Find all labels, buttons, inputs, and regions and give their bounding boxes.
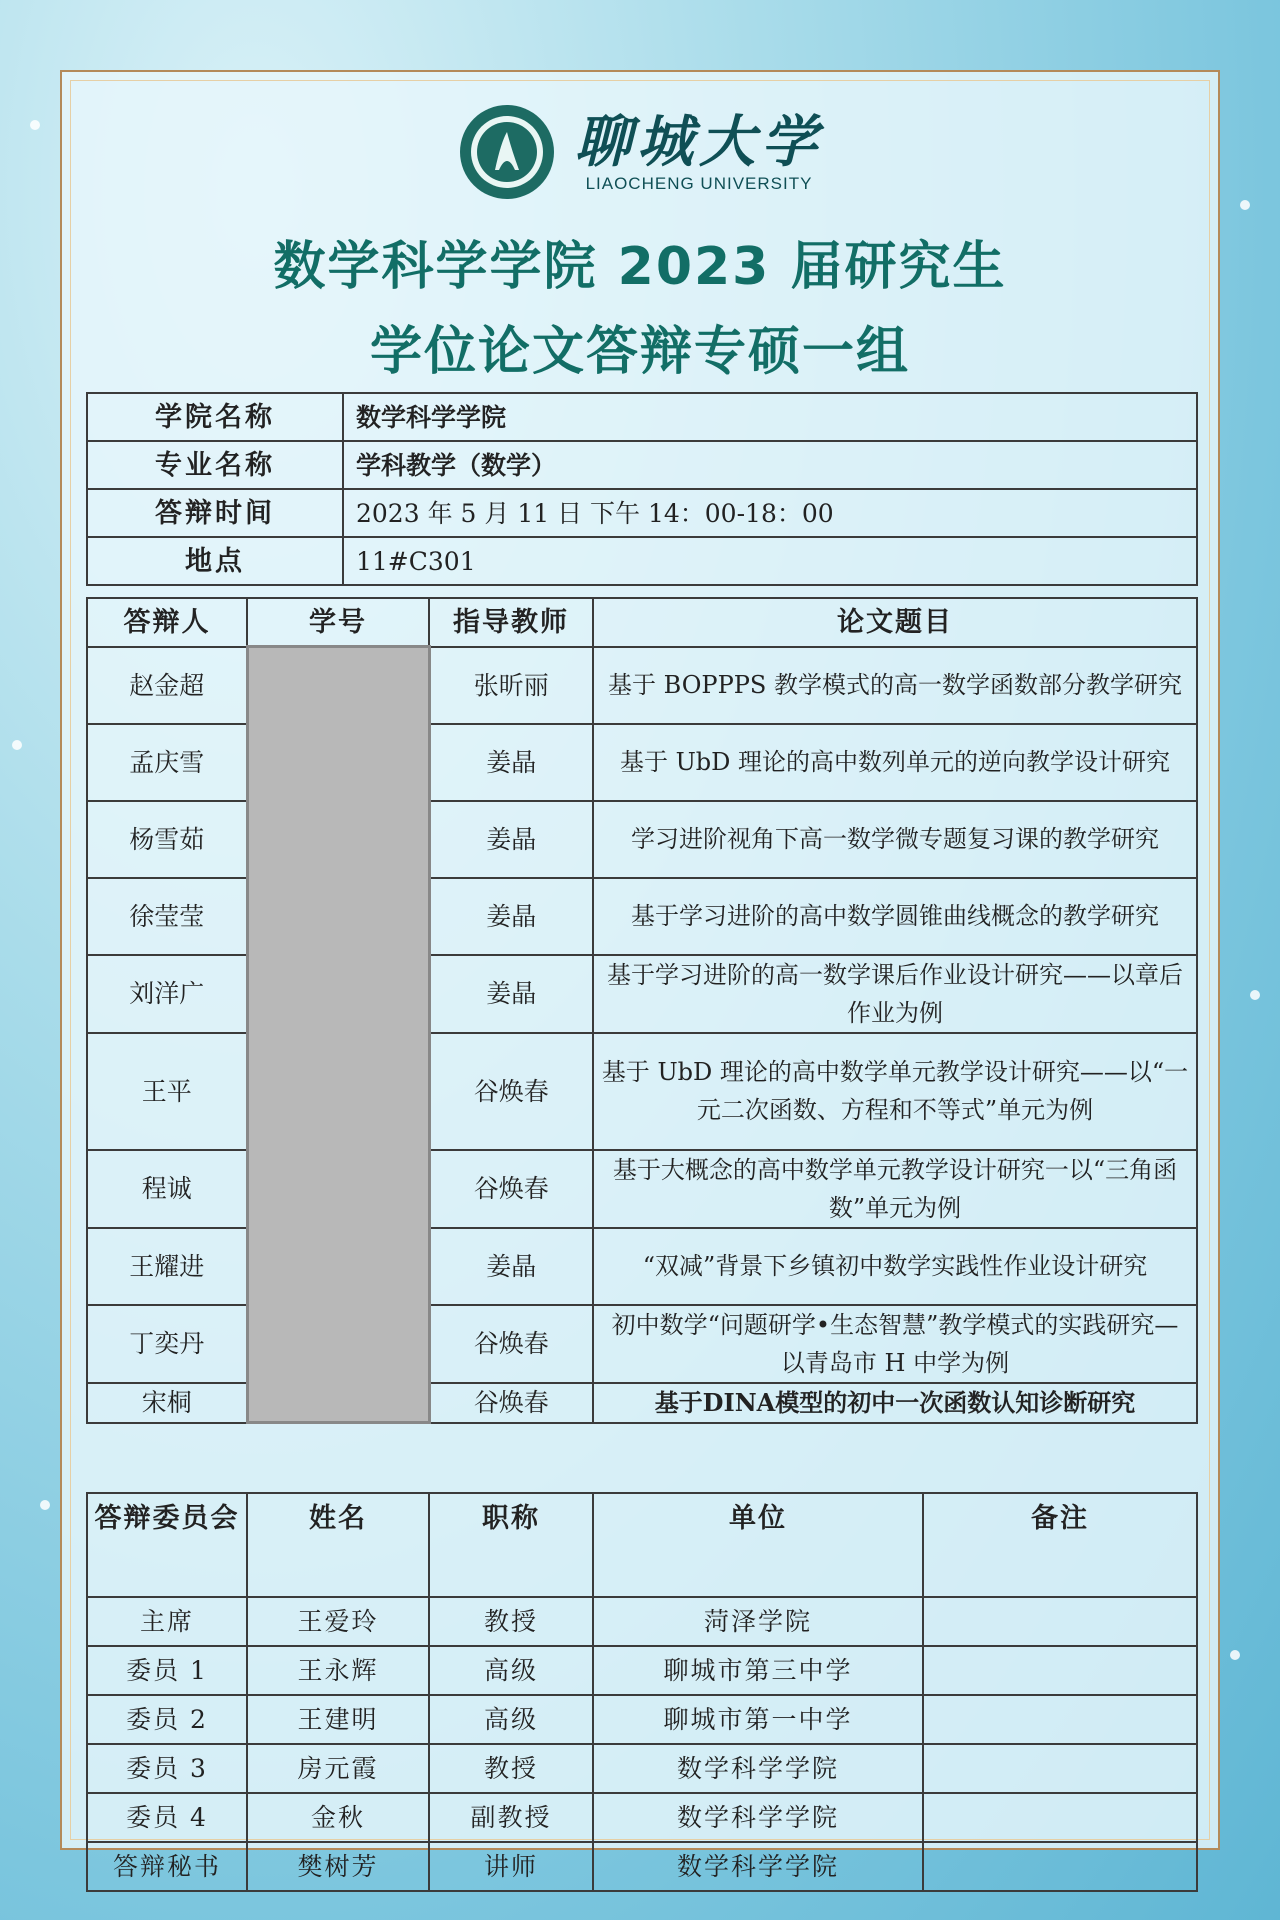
advisor-name: 谷焕春: [429, 1033, 593, 1150]
committee-note: [923, 1597, 1197, 1646]
student-name: 孟庆雪: [87, 724, 247, 801]
student-name: 宋桐: [87, 1383, 247, 1423]
committee-note: [923, 1695, 1197, 1744]
info-row: [87, 441, 1197, 489]
university-name-en: LIAOCHENG UNIVERSITY: [585, 174, 813, 193]
thesis-title: “双减”背景下乡镇初中数学实践性作业设计研究: [593, 1228, 1197, 1305]
committee-name: 王建明: [247, 1695, 429, 1744]
committee-note: [923, 1744, 1197, 1793]
advisor-name: 张昕丽: [429, 647, 593, 724]
thesis-title: 基于DINA模型的初中一次函数认知诊断研究: [593, 1383, 1197, 1423]
university-seal-icon: [457, 102, 557, 202]
committee-name: 樊树芳: [247, 1842, 429, 1891]
committee-role: 委员 4: [87, 1793, 247, 1842]
committee-note: [923, 1793, 1197, 1842]
column-header: 论文题目: [593, 598, 1197, 647]
advisor-name: 谷焕春: [429, 1383, 593, 1423]
committee-note: [923, 1842, 1197, 1891]
column-header: 单位: [593, 1493, 923, 1597]
info-value: 学科教学（数学）: [343, 441, 1197, 489]
table-row: [87, 647, 1197, 724]
committee-rank: 高级: [429, 1646, 593, 1695]
table-header-row: [87, 1493, 1197, 1597]
defense-info-table: [86, 392, 1198, 586]
committee-name: 王爱玲: [247, 1597, 429, 1646]
column-header: 学号: [247, 598, 429, 647]
committee-unit: 数学科学学院: [593, 1842, 923, 1891]
committee-role: 委员 3: [87, 1744, 247, 1793]
column-header: 答辩委员会: [87, 1493, 247, 1597]
student-name: 程诚: [87, 1150, 247, 1228]
thesis-title: 初中数学“问题研学•生态智慧”教学模式的实践研究—以青岛市 H 中学为例: [593, 1305, 1197, 1383]
committee-table: [86, 1492, 1198, 1892]
table-row: [87, 1695, 1197, 1744]
committee-name: 王永辉: [247, 1646, 429, 1695]
committee-rank: 教授: [429, 1597, 593, 1646]
info-key: 地点: [87, 537, 343, 585]
column-header: 职称: [429, 1493, 593, 1597]
info-key: 专业名称: [87, 441, 343, 489]
committee-role: 委员 1: [87, 1646, 247, 1695]
table-header-row: [87, 598, 1197, 647]
committee-note: [923, 1646, 1197, 1695]
thesis-title: 基于 BOPPPS 教学模式的高一数学函数部分教学研究: [593, 647, 1197, 724]
student-name: 王耀进: [87, 1228, 247, 1305]
committee-role: 答辩秘书: [87, 1842, 247, 1891]
committee-rank: 副教授: [429, 1793, 593, 1842]
committee-role: 委员 2: [87, 1695, 247, 1744]
student-name: 杨雪茹: [87, 801, 247, 878]
student-table: [86, 597, 1198, 1424]
committee-rank: 教授: [429, 1744, 593, 1793]
info-value: 数学科学学院: [343, 393, 1197, 441]
student-name: 丁奕丹: [87, 1305, 247, 1383]
committee-name: 金秋: [247, 1793, 429, 1842]
student-name: 赵金超: [87, 647, 247, 724]
column-header: 姓名: [247, 1493, 429, 1597]
table-row: [87, 1842, 1197, 1891]
info-value: 11#C301: [343, 537, 1197, 585]
thesis-title: 学习进阶视角下高一数学微专题复习课的教学研究: [593, 801, 1197, 878]
student-name: 刘洋广: [87, 955, 247, 1033]
table-row: [87, 1597, 1197, 1646]
student-name: 王平: [87, 1033, 247, 1150]
column-header: 指导教师: [429, 598, 593, 647]
university-name-cn: 聊城大学: [575, 109, 823, 175]
redacted-student-id: [247, 647, 429, 1423]
thesis-title: 基于学习进阶的高一数学课后作业设计研究——以章后作业为例: [593, 955, 1197, 1033]
info-value: 2023 年 5 月 11 日 下午 14：00-18：00: [343, 489, 1197, 537]
committee-role: 主席: [87, 1597, 247, 1646]
advisor-name: 谷焕春: [429, 1150, 593, 1228]
info-key: 答辩时间: [87, 489, 343, 537]
committee-unit: 聊城市第三中学: [593, 1646, 923, 1695]
advisor-name: 姜晶: [429, 878, 593, 955]
column-header: 备注: [923, 1493, 1197, 1597]
advisor-name: 姜晶: [429, 1228, 593, 1305]
column-header: 答辩人: [87, 598, 247, 647]
info-key: 学院名称: [87, 393, 343, 441]
thesis-title: 基于学习进阶的高中数学圆锥曲线概念的教学研究: [593, 878, 1197, 955]
committee-unit: 菏泽学院: [593, 1597, 923, 1646]
table-row: [87, 1793, 1197, 1842]
table-row: [87, 1744, 1197, 1793]
university-name: [575, 110, 823, 194]
thesis-title: 基于 UbD 理论的高中数列单元的逆向教学设计研究: [593, 724, 1197, 801]
advisor-name: 姜晶: [429, 724, 593, 801]
page-title-line1: 数学科学学院 2023 届研究生: [273, 237, 1007, 297]
university-logo: [62, 92, 1218, 212]
thesis-title: 基于 UbD 理论的高中数学单元教学设计研究——以“一元二次函数、方程和不等式”单元为例: [593, 1033, 1197, 1150]
info-row: [87, 537, 1197, 585]
thesis-title: 基于大概念的高中数学单元教学设计研究一以“三角函数”单元为例: [593, 1150, 1197, 1228]
advisor-name: 姜晶: [429, 955, 593, 1033]
table-row: [87, 1646, 1197, 1695]
committee-rank: 高级: [429, 1695, 593, 1744]
page-title-line2: 学位论文答辩专硕一组: [369, 322, 910, 382]
student-name: 徐莹莹: [87, 878, 247, 955]
committee-rank: 讲师: [429, 1842, 593, 1891]
committee-unit: 聊城市第一中学: [593, 1695, 923, 1744]
info-row: [87, 393, 1197, 441]
committee-unit: 数学科学学院: [593, 1793, 923, 1842]
document-frame: [60, 70, 1220, 1881]
committee-unit: 数学科学学院: [593, 1744, 923, 1793]
info-row: [87, 489, 1197, 537]
committee-name: 房元霞: [247, 1744, 429, 1793]
advisor-name: 谷焕春: [429, 1305, 593, 1383]
advisor-name: 姜晶: [429, 801, 593, 878]
